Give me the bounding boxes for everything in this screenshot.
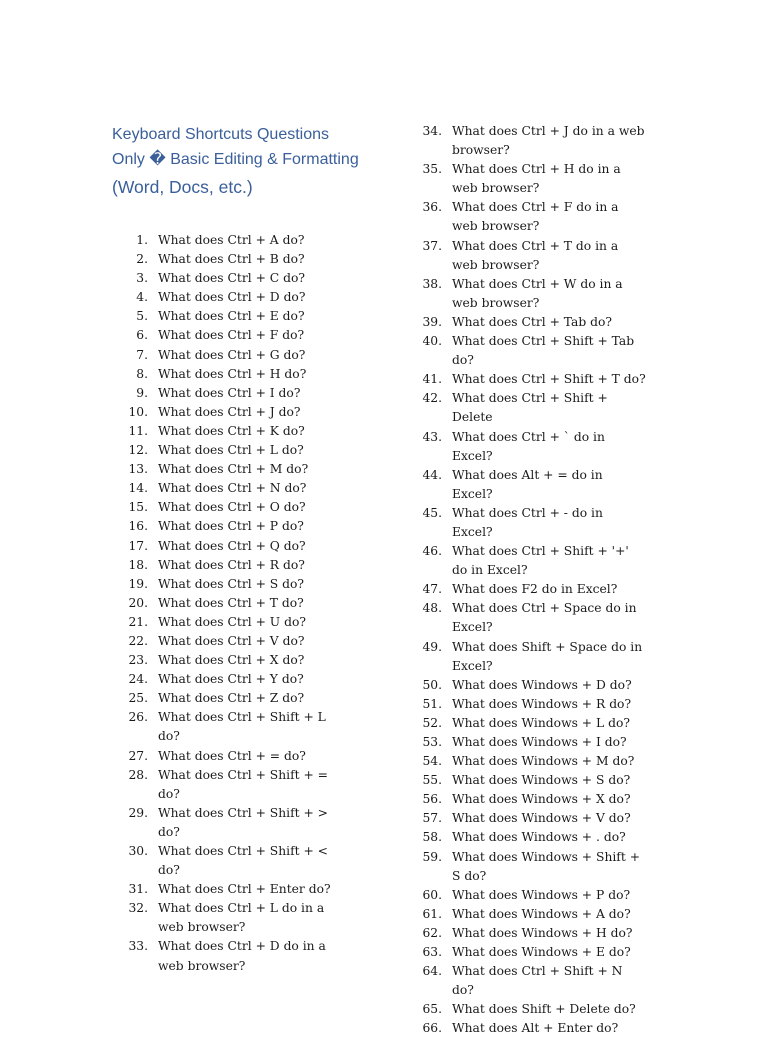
question-text: What does Ctrl + X do? (158, 653, 305, 668)
question-number: 46. (422, 544, 442, 559)
question-item (112, 422, 412, 441)
question-item (112, 460, 412, 479)
question-number: 9. (136, 385, 148, 400)
question-text: What does Ctrl + - do in Excel? (452, 505, 603, 539)
question-item (112, 441, 412, 460)
question-number: 47. (422, 582, 442, 597)
question-text: What does Ctrl + Space do in Excel? (452, 601, 637, 635)
question-number: 34. (422, 124, 442, 138)
question-text: What does Ctrl + Shift + N do? (452, 964, 623, 998)
question-text: What does Ctrl + L do in a web browser? (158, 901, 325, 935)
question-number: 26. (128, 710, 148, 725)
question-text: What does Ctrl + Shift + > do? (158, 805, 328, 839)
question-text: What does Shift + Delete do? (452, 1002, 636, 1017)
title-line: (Word, Docs, etc.) (112, 177, 253, 197)
question-text: What does Ctrl + D do in a web browser? (158, 939, 326, 973)
question-number: 48. (422, 601, 442, 616)
question-item (112, 288, 412, 307)
question-text: What does Ctrl + Tab do? (452, 314, 613, 329)
question-number: 42. (422, 391, 442, 406)
question-number: 62. (422, 925, 442, 940)
question-number: 24. (128, 672, 148, 687)
question-number: 36. (422, 200, 442, 215)
question-item (420, 828, 720, 847)
question-number: 61. (422, 906, 442, 921)
question-item (420, 160, 720, 198)
question-text: What does Ctrl + = do? (158, 748, 306, 763)
question-item (112, 937, 412, 975)
question-number: 56. (422, 792, 442, 807)
question-text: What does Ctrl + T do? (158, 595, 304, 610)
question-text: What does Windows + H do? (452, 925, 633, 940)
question-item (420, 848, 720, 886)
question-number: 11. (128, 423, 148, 438)
question-item (420, 905, 720, 924)
question-text: What does Ctrl + O do? (158, 500, 306, 515)
question-text: What does Windows + S do? (452, 773, 631, 788)
question-text: What does Ctrl + Shift + L do? (158, 710, 326, 744)
question-text: What does Windows + A do? (452, 906, 631, 921)
question-text: What does Ctrl + I do? (158, 385, 301, 400)
question-number: 55. (422, 773, 442, 788)
question-item (420, 771, 720, 790)
question-text: What does Windows + M do? (452, 754, 635, 769)
question-item (112, 632, 412, 651)
question-item (112, 747, 412, 766)
question-list-right (420, 122, 720, 1039)
question-number: 31. (128, 882, 148, 897)
question-number: 53. (422, 735, 442, 749)
question-text: What does Ctrl + Shift + Delete (452, 391, 608, 425)
question-item (420, 313, 720, 332)
question-text: What does Ctrl + Enter do? (158, 882, 331, 897)
question-number: 59. (422, 849, 442, 864)
question-number: 50. (422, 677, 442, 692)
question-item (420, 466, 720, 504)
question-item (420, 695, 720, 714)
question-number: 63. (422, 945, 442, 960)
question-list-left (112, 231, 412, 976)
question-item (420, 790, 720, 809)
question-item (112, 250, 412, 269)
question-text: What does Windows + X do? (452, 792, 631, 807)
question-number: 6. (136, 328, 148, 343)
question-text: What does Windows + . do? (452, 830, 626, 845)
question-number: 2. (136, 252, 148, 267)
question-text: What does Ctrl + Shift + Tab do? (452, 334, 635, 368)
question-number: 20. (128, 595, 148, 610)
question-number: 22. (128, 633, 148, 648)
question-item (112, 365, 412, 384)
question-item (112, 804, 412, 842)
question-number: 23. (128, 653, 148, 668)
question-item (112, 670, 412, 689)
question-item (420, 638, 720, 676)
question-number: 45. (422, 505, 442, 520)
question-item (112, 403, 412, 422)
question-item (420, 924, 720, 943)
question-text: What does Alt + = do in Excel? (452, 467, 603, 501)
question-number: 40. (422, 334, 442, 349)
question-text: What does Ctrl + Shift + T do? (452, 372, 646, 387)
question-number: 29. (128, 805, 148, 820)
question-number: 41. (422, 372, 442, 387)
question-text: What does Windows + R do? (452, 696, 632, 711)
question-number: 3. (136, 271, 148, 286)
question-number: 10. (128, 404, 148, 419)
question-text: What does Ctrl + H do? (158, 366, 307, 381)
question-item (420, 886, 720, 905)
question-item (112, 575, 412, 594)
question-number: 25. (128, 691, 148, 706)
question-item (420, 1000, 720, 1019)
question-text: What does Windows + P do? (452, 887, 631, 902)
question-item (420, 370, 720, 389)
question-item (112, 346, 412, 365)
question-text: What does Windows + E do? (452, 945, 631, 960)
question-number: 21. (128, 614, 148, 629)
question-text: What does Ctrl + T do in a web browser? (452, 238, 619, 272)
question-text: What does Ctrl + M do? (158, 462, 309, 477)
question-item (112, 517, 412, 536)
question-item (112, 766, 412, 804)
title-line: Keyboard Shortcuts Questions (112, 126, 330, 143)
question-text: What does Ctrl + Shift + = do? (158, 767, 328, 801)
question-text: What does Ctrl + C do? (158, 271, 305, 286)
left-column (112, 122, 412, 976)
question-item (420, 1019, 720, 1038)
question-text: What does Ctrl + B do? (158, 252, 305, 267)
question-item (112, 537, 412, 556)
question-text: What does Ctrl + U do? (158, 614, 306, 629)
question-item (420, 752, 720, 771)
question-text: What does Windows + I do? (452, 735, 627, 749)
document-title (112, 122, 412, 202)
question-text: What does Ctrl + N do? (158, 481, 307, 496)
question-item (420, 275, 720, 313)
question-text: What does Ctrl + R do? (158, 557, 305, 572)
question-item (420, 676, 720, 695)
question-number: 14. (128, 481, 148, 496)
question-item (420, 733, 720, 752)
question-number: 66. (422, 1021, 442, 1036)
question-text: What does Ctrl + E do? (158, 309, 305, 324)
question-item (112, 594, 412, 613)
question-number: 13. (128, 462, 148, 477)
question-item (420, 389, 720, 427)
question-number: 60. (422, 887, 442, 902)
question-text: What does Ctrl + J do in a web browser? (452, 124, 645, 158)
question-item (112, 498, 412, 517)
question-text: What does Windows + V do? (452, 811, 631, 826)
question-item (112, 307, 412, 326)
question-text: What does F2 do in Excel? (452, 582, 618, 597)
question-item (420, 237, 720, 275)
question-text: What does Ctrl + P do? (158, 519, 304, 534)
question-text: What does Ctrl + Y do? (158, 672, 304, 687)
question-text: What does Ctrl + W do in a web browser? (452, 276, 623, 310)
right-column (420, 122, 720, 1039)
question-number: 54. (422, 754, 442, 769)
question-text: What does Shift + Space do in Excel? (452, 639, 643, 673)
question-number: 52. (422, 715, 442, 730)
question-number: 49. (422, 639, 442, 654)
question-text: What does Ctrl + S do? (158, 576, 304, 591)
question-number: 65. (422, 1002, 442, 1017)
question-number: 28. (128, 767, 148, 782)
question-number: 8. (136, 366, 148, 381)
question-number: 35. (422, 162, 442, 177)
question-text: What does Ctrl + A do? (158, 233, 305, 247)
question-item (420, 198, 720, 236)
question-text: What does Ctrl + H do in a web browser? (452, 162, 621, 196)
question-item (112, 880, 412, 899)
question-number: 1. (136, 233, 148, 247)
question-number: 58. (422, 830, 442, 845)
question-text: What does Windows + L do? (452, 715, 630, 730)
question-item (420, 428, 720, 466)
question-item (420, 542, 720, 580)
question-number: 5. (136, 309, 148, 324)
question-item (420, 599, 720, 637)
question-item (112, 326, 412, 345)
question-item (112, 269, 412, 288)
question-number: 43. (422, 429, 442, 444)
question-number: 39. (422, 314, 442, 329)
question-number: 38. (422, 276, 442, 291)
question-number: 15. (128, 500, 148, 515)
question-item (420, 332, 720, 370)
question-item (420, 962, 720, 1000)
question-item (420, 580, 720, 599)
question-number: 27. (128, 748, 148, 763)
question-text: What does Ctrl + V do? (158, 633, 305, 648)
question-number: 37. (422, 238, 442, 253)
question-text: What does Ctrl + Shift + < do? (158, 844, 328, 878)
question-item (420, 714, 720, 733)
question-item (112, 556, 412, 575)
question-number: 44. (422, 467, 442, 482)
question-text: What does Ctrl + Z do? (158, 691, 305, 706)
question-text: What does Ctrl + Shift + '+' do in Excel? (452, 544, 629, 578)
question-text: What does Ctrl + J do? (158, 404, 301, 419)
question-number: 16. (128, 519, 148, 534)
question-text: What does Ctrl + Q do? (158, 538, 306, 553)
question-item (112, 479, 412, 498)
question-number: 57. (422, 811, 442, 826)
question-item (420, 943, 720, 962)
question-number: 18. (128, 557, 148, 572)
question-number: 32. (128, 901, 148, 916)
question-number: 17. (128, 538, 148, 553)
question-number: 30. (128, 844, 148, 858)
question-number: 33. (128, 939, 148, 954)
question-number: 4. (136, 290, 148, 305)
question-text: What does Ctrl + G do? (158, 347, 306, 362)
question-item (112, 708, 412, 746)
question-item (420, 504, 720, 542)
question-item (420, 809, 720, 828)
question-number: 7. (136, 347, 148, 362)
question-text: What does Ctrl + K do? (158, 423, 305, 438)
question-item (420, 122, 720, 160)
question-number: 51. (422, 696, 442, 711)
question-number: 12. (128, 443, 148, 458)
question-text: What does Windows + D do? (452, 677, 632, 692)
question-text: What does Ctrl + F do? (158, 328, 305, 343)
question-item (112, 899, 412, 937)
question-text: What does Ctrl + ` do in Excel? (452, 429, 605, 463)
question-item (112, 689, 412, 708)
question-item (112, 842, 412, 880)
question-item (112, 384, 412, 403)
question-text: What does Alt + Enter do? (452, 1021, 619, 1036)
question-item (112, 231, 412, 250)
question-item (112, 651, 412, 670)
question-item (112, 613, 412, 632)
question-number: 19. (128, 576, 148, 591)
question-text: What does Ctrl + D do? (158, 290, 306, 305)
question-text: What does Windows + Shift + S do? (452, 849, 641, 883)
title-line: Only � Basic Editing & Formatting (112, 151, 359, 168)
question-text: What does Ctrl + F do in a web browser? (452, 200, 619, 234)
question-number: 64. (422, 964, 442, 979)
question-text: What does Ctrl + L do? (158, 443, 304, 458)
